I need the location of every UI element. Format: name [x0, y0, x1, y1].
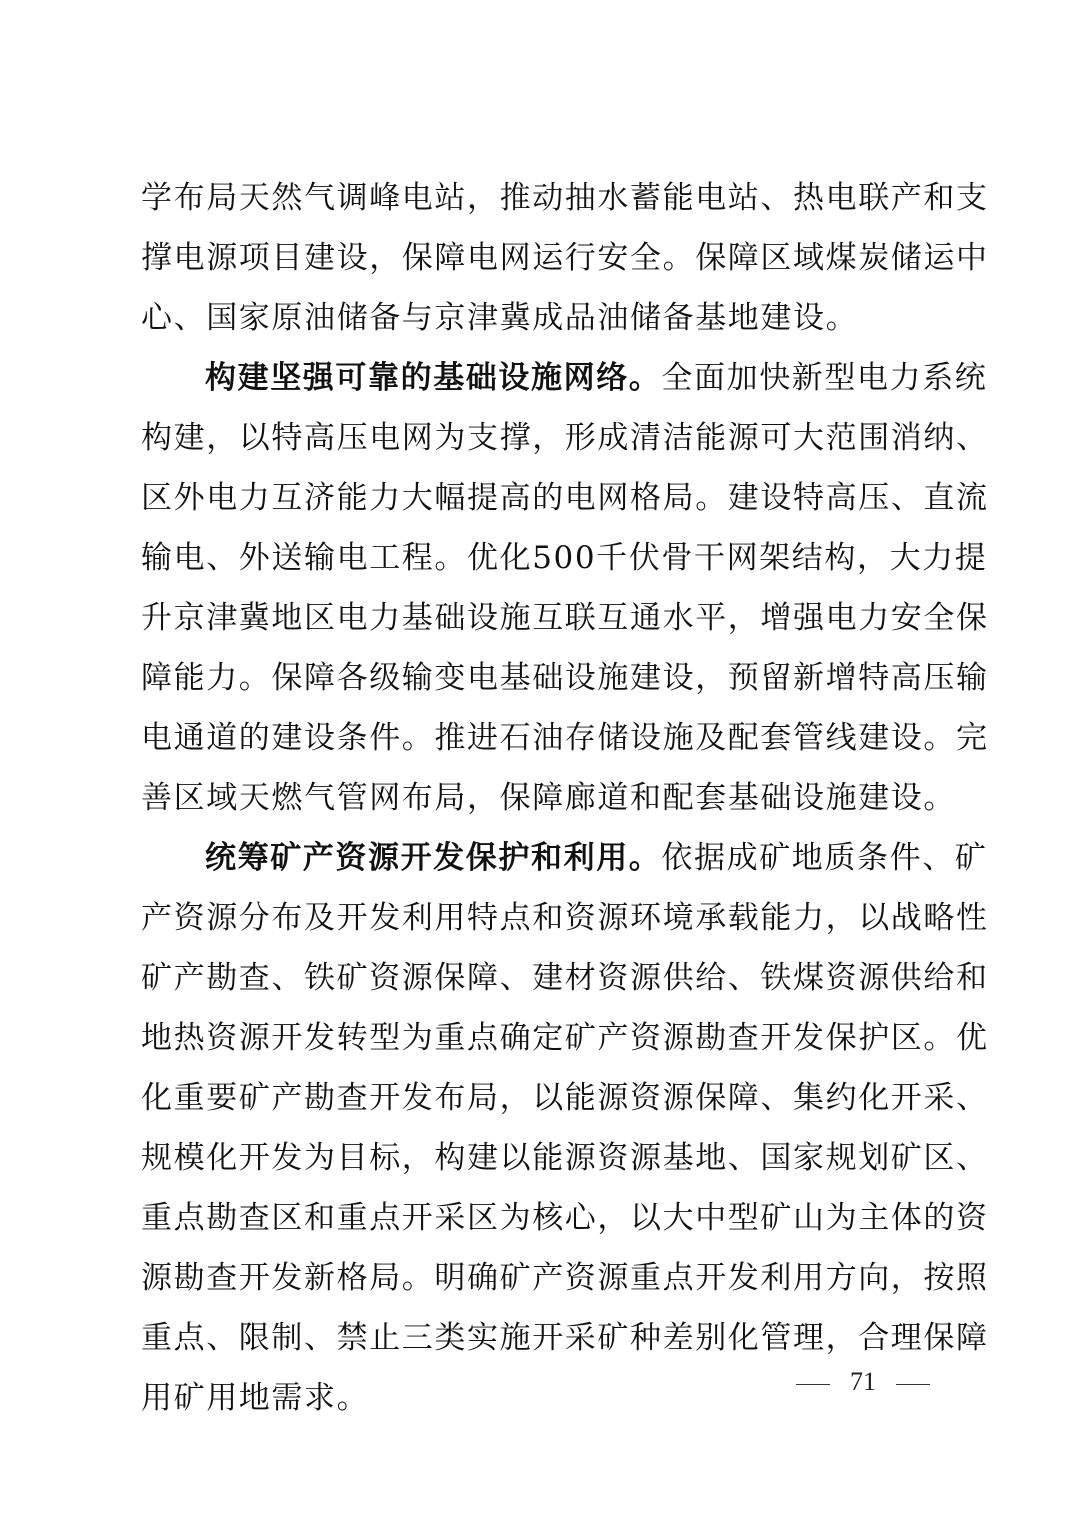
text-line: 重点、限制、禁止三类实施开采矿种差别化管理，合理保障 [141, 1320, 989, 1356]
text-line: 化重要矿产勘查开发布局，以能源资源保障、集约化开采、 [141, 1080, 989, 1116]
text-line: 用矿用地需求。 [141, 1380, 370, 1416]
text-line: 地热资源开发转型为重点确定矿产资源勘查开发保护区。优 [141, 1020, 989, 1056]
paragraph-mineral-resources [141, 828, 989, 1428]
paragraph-energy-storage [141, 168, 989, 348]
text-line: 善区域天燃气管网布局，保障廊道和配套基础设施建设。 [141, 780, 956, 816]
text-line: 规模化开发为目标，构建以能源资源基地、国家规划矿区、 [141, 1140, 989, 1176]
text-line: 障能力。保障各级输变电基础设施建设，预留新增特高压输 [141, 660, 989, 696]
text-line: 心、国家原油储备与京津冀成品油储备基地建设。 [141, 300, 859, 336]
footer-dash-left [796, 1384, 830, 1385]
text-line: 学布局天然气调峰电站，推动抽水蓄能电站、热电联产和支 [141, 180, 989, 216]
text-line: 区外电力互济能力大幅提高的电网格局。建设特高压、直流 [141, 480, 989, 516]
paragraph-infrastructure-network [141, 348, 989, 828]
text-line: 源勘查开发新格局。明确矿产资源重点开发利用方向，按照 [141, 1260, 989, 1296]
page-footer [796, 1362, 930, 1402]
text-line: 重点勘查区和重点开采区为核心，以大中型矿山为主体的资 [141, 1200, 989, 1236]
text-line: 产资源分布及开发利用特点和资源环境承载能力，以战略性 [141, 900, 989, 936]
text-line: 构建，以特高压电网为支撑，形成清洁能源可大范围消纳、 [141, 420, 989, 456]
page-number: 71 [850, 1367, 876, 1396]
text-line: 矿产勘查、铁矿资源保障、建材资源供给、铁煤资源供给和 [141, 960, 989, 996]
paragraph-heading: 统筹矿产资源开发保护和利用。 [205, 840, 662, 876]
paragraph-heading: 构建坚强可靠的基础设施网络。 [205, 360, 662, 396]
document-page [141, 168, 989, 1428]
text-line [141, 348, 988, 408]
text-line: 升京津冀地区电力基础设施互联互通水平，增强电力安全保 [141, 600, 989, 636]
text-run: 全面加快新型电力系统 [661, 360, 988, 396]
text-line: 电通道的建设条件。推进石油存储设施及配套管线建设。完 [141, 720, 989, 756]
text-line: 输电、外送输电工程。优化500千伏骨干网架结构，大力提 [141, 540, 988, 576]
text-run: 依据成矿地质条件、矿 [661, 840, 988, 876]
text-line [141, 828, 988, 888]
text-line: 撑电源项目建设，保障电网运行安全。保障区域煤炭储运中 [141, 240, 989, 276]
footer-dash-right [896, 1384, 930, 1385]
